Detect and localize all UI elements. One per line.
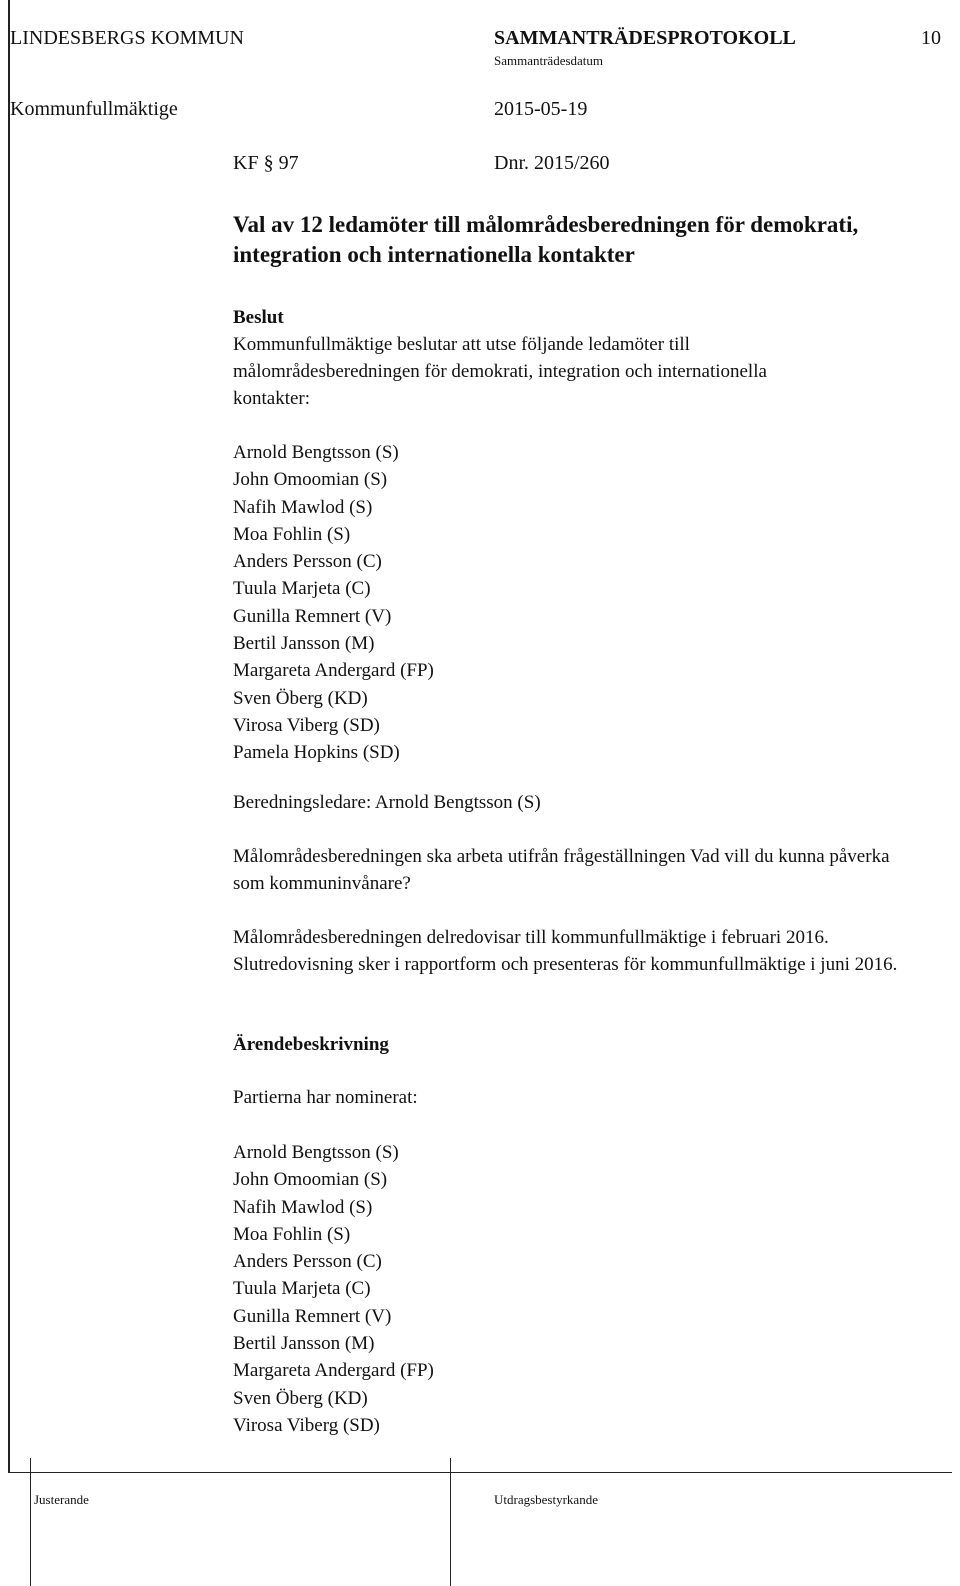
list-item: Bertil Jansson (M): [233, 633, 375, 655]
decision-heading: Beslut: [233, 307, 284, 328]
meeting-date: 2015-05-19: [494, 98, 588, 120]
list-item: Moa Fohlin (S): [233, 1223, 351, 1245]
diary-number: Dnr. 2015/260: [494, 152, 610, 174]
section-sign: §: [263, 152, 274, 174]
list-item: Gunilla Remnert (V): [233, 605, 392, 627]
list-item: John Omoomian (S): [233, 469, 388, 491]
footer-left-divider: [30, 1458, 31, 1586]
list-item: Anders Persson (C): [233, 551, 382, 573]
list-item: Tuula Marjeta (C): [233, 1278, 371, 1300]
nominees-list: [233, 1139, 434, 1439]
signature-label-certifier: Utdragsbestyrkande: [494, 1492, 598, 1507]
list-item: Anders Persson (C): [233, 1251, 382, 1273]
list-item: Gunilla Remnert (V): [233, 1305, 392, 1327]
reporting-schedule: Målområdesberedningen delredovisar till kommunfullmäktige i februari 2016. Slutredovisning sker i rapportform och presenteras för kommunfullmäktige i juni 2016.: [233, 927, 898, 975]
list-item: Sven Öberg (KD): [233, 687, 368, 709]
list-item: Pamela Hopkins (SD): [233, 742, 400, 764]
signature-label-adjuster: Justerande: [34, 1492, 89, 1507]
list-item: Tuula Marjeta (C): [233, 578, 371, 600]
case-prefix: KF: [233, 152, 259, 174]
decision-intro: Kommunfullmäktige beslutar att utse följande ledamöter till målområdesberedningen för demokrati, integration och internationella kontakter:: [233, 334, 767, 409]
list-item: Nafih Mawlod (S): [233, 496, 373, 518]
list-item: Margareta Andergard (FP): [233, 660, 434, 682]
list-item: Arnold Bengtsson (S): [233, 1142, 399, 1163]
description-intro: Partierna har nominerat:: [233, 1087, 418, 1108]
page-title: Val av 12 ledamöter till målområdesberedningen för demokrati, integration och internationella kontakter: [233, 212, 859, 267]
list-item: Margareta Andergard (FP): [233, 1360, 434, 1382]
list-item: Sven Öberg (KD): [233, 1387, 368, 1409]
document-type: SAMMANTRÄDESPROTOKOLL: [494, 27, 796, 49]
meeting-body: Kommunfullmäktige: [10, 98, 178, 120]
list-item: Arnold Bengtsson (S): [233, 442, 399, 463]
case-number: 97: [278, 152, 299, 174]
footer-middle-divider: [450, 1458, 451, 1586]
committee-chair: Beredningsledare: Arnold Bengtsson (S): [233, 792, 541, 813]
municipality-name: LINDESBERGS KOMMUN: [10, 27, 244, 49]
left-margin-rule: [8, 0, 10, 1472]
list-item: Moa Fohlin (S): [233, 523, 351, 545]
list-item: John Omoomian (S): [233, 1169, 388, 1191]
members-list: [233, 439, 434, 767]
page-number: 10: [921, 27, 941, 49]
description-heading: Ärendebeskrivning: [233, 1034, 389, 1055]
list-item: Virosa Viberg (SD): [233, 1414, 380, 1436]
case-reference: [233, 152, 299, 175]
list-item: Bertil Jansson (M): [233, 1333, 375, 1355]
date-label: Sammanträdesdatum: [494, 53, 604, 68]
list-item: Nafih Mawlod (S): [233, 1196, 373, 1218]
list-item: Virosa Viberg (SD): [233, 714, 380, 736]
committee-task: Målområdesberedningen ska arbeta utifrån frågeställningen Vad vill du kunna påverka som kommuninvånare?: [233, 846, 890, 894]
footer-top-rule: [8, 1472, 952, 1473]
